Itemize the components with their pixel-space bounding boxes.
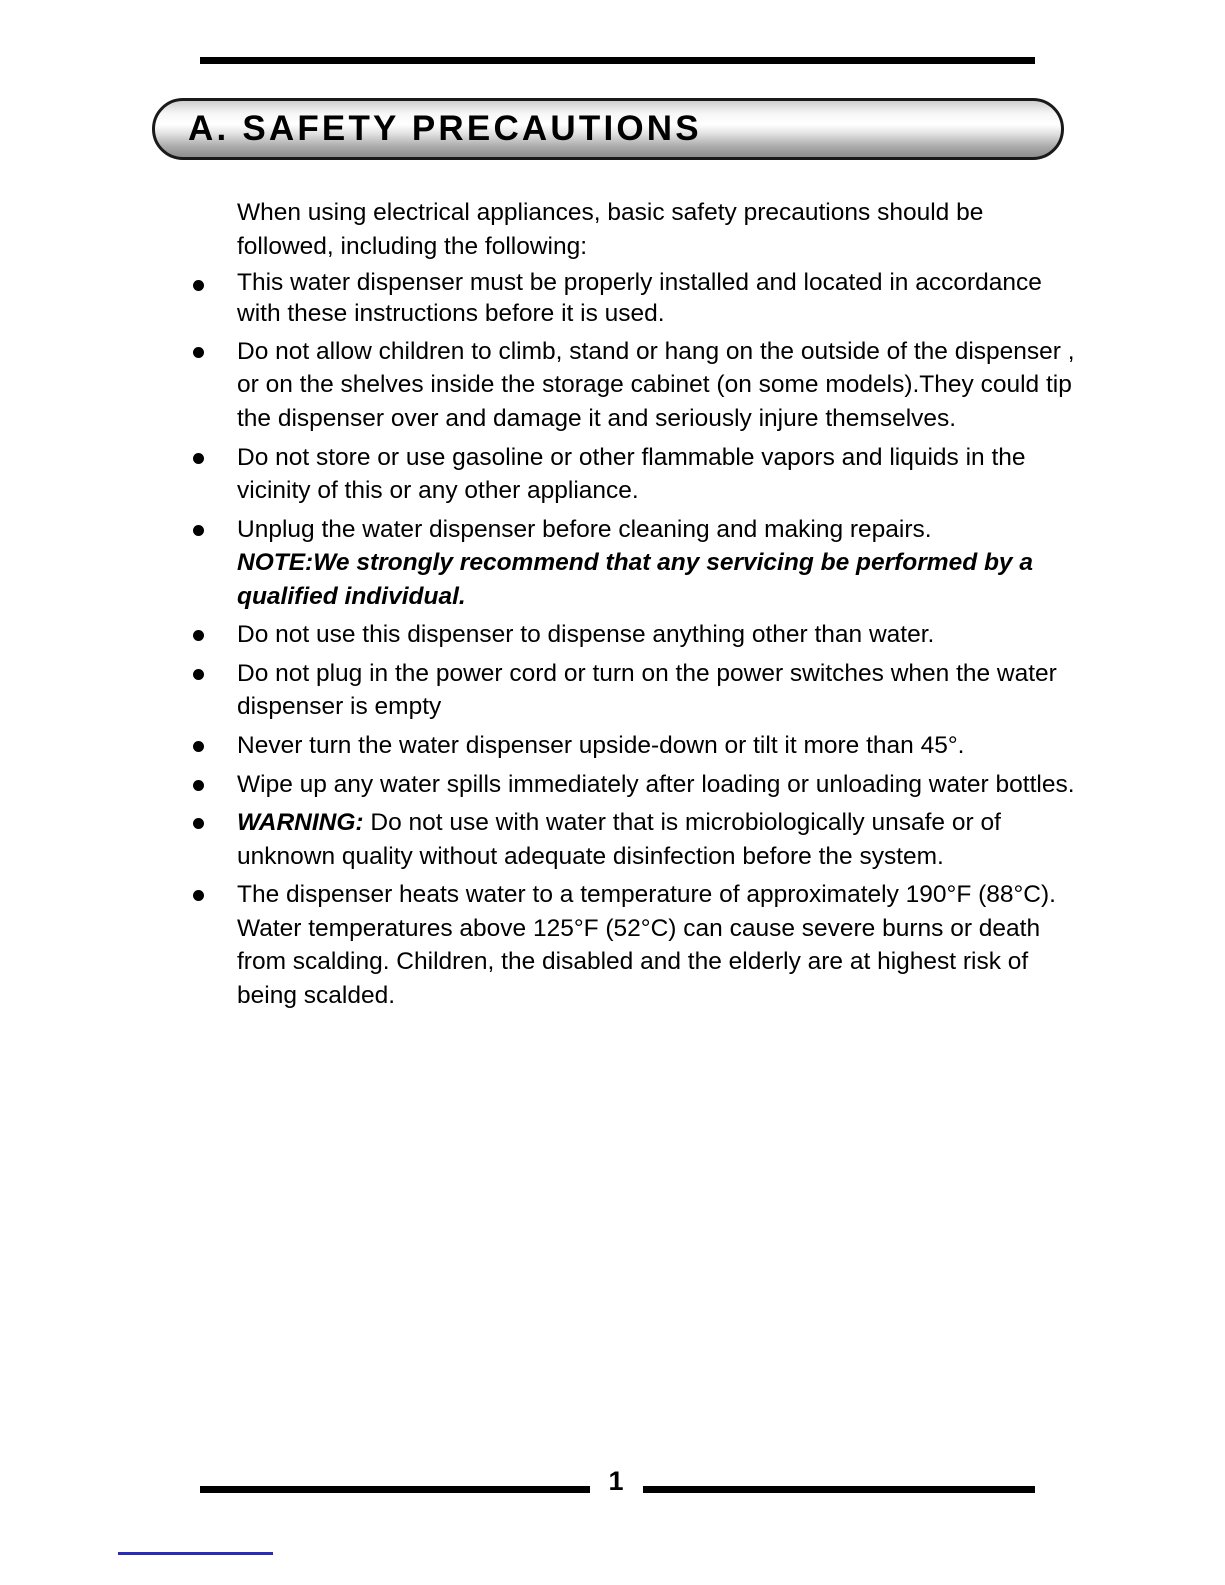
intro-paragraph: When using electrical appliances, basic safety precautions should be followed, including the following: bbox=[237, 199, 984, 260]
warning-label: WARNING: bbox=[237, 809, 364, 837]
bullet-dot-icon bbox=[193, 347, 204, 358]
list-item-warning bbox=[186, 806, 1076, 873]
bullet-dot-icon bbox=[193, 890, 204, 901]
list-item-text: Do not store or use gasoline or other flammable vapors and liquids in the vicinity of this or any other appliance. bbox=[237, 443, 1026, 505]
list-item-note: NOTE:We strongly recommend that any servicing be performed by a qualified individual. bbox=[237, 549, 1033, 610]
list-item bbox=[186, 618, 1076, 652]
list-item bbox=[186, 335, 1076, 436]
bullet-dot-icon bbox=[193, 818, 204, 829]
bullet-dot-icon bbox=[193, 525, 204, 536]
safety-precautions-list bbox=[186, 268, 1076, 1012]
header-rule bbox=[200, 57, 1035, 64]
bullet-dot-icon bbox=[193, 453, 204, 464]
bullet-dot-icon bbox=[193, 741, 204, 752]
page-number: 1 bbox=[608, 1466, 624, 1496]
list-item-text: Unplug the water dispenser before cleaning and making repairs. bbox=[237, 515, 932, 543]
section-title-banner bbox=[152, 98, 1064, 160]
list-item-text: This water dispenser must be properly installed and located in accordance with these instructions before it is used. bbox=[237, 269, 1042, 327]
bullet-dot-icon bbox=[193, 780, 204, 791]
bullet-dot-icon bbox=[193, 669, 204, 680]
footer-artifact bbox=[118, 1552, 273, 1555]
bullet-dot-icon bbox=[193, 280, 204, 291]
body-content bbox=[186, 196, 1076, 1013]
list-item-text: Do not use with water that is microbiologically unsafe or of unknown quality without adequate disinfection before the system. bbox=[237, 809, 1001, 870]
list-item bbox=[186, 768, 1076, 802]
footer-rule-right bbox=[643, 1486, 1035, 1493]
footer-rule-left bbox=[200, 1486, 590, 1493]
list-item-text: Do not allow children to climb, stand or hang on the outside of the dispenser , or on the shelves inside the storage cabinet (on some models).They could tip the dispenser over and damage it and seriously injure themselves. bbox=[237, 337, 1075, 432]
list-item bbox=[186, 729, 1076, 763]
list-item bbox=[186, 268, 1076, 330]
bullet-dot-icon bbox=[193, 630, 204, 641]
list-item-text: Never turn the water dispenser upside-down or tilt it more than 45°. bbox=[237, 732, 965, 760]
list-item bbox=[186, 513, 1076, 614]
list-item bbox=[186, 657, 1076, 724]
list-item bbox=[186, 441, 1076, 508]
page-title: A. SAFETY PRECAUTIONS bbox=[188, 109, 702, 148]
list-item-text: The dispenser heats water to a temperature of approximately 190°F (88°C). Water temperatures above 125°F (52°C) can cause severe burns or death from scalding. Children, the disabled and the elderly are at highest risk of being scalded. bbox=[237, 881, 1056, 1009]
list-item-text: Wipe up any water spills immediately after loading or unloading water bottles. bbox=[237, 770, 1075, 798]
list-item bbox=[186, 878, 1076, 1012]
list-item-text: Do not use this dispenser to dispense anything other than water. bbox=[237, 621, 935, 649]
list-item-text: Do not plug in the power cord or turn on the power switches when the water dispenser is empty bbox=[237, 659, 1057, 721]
